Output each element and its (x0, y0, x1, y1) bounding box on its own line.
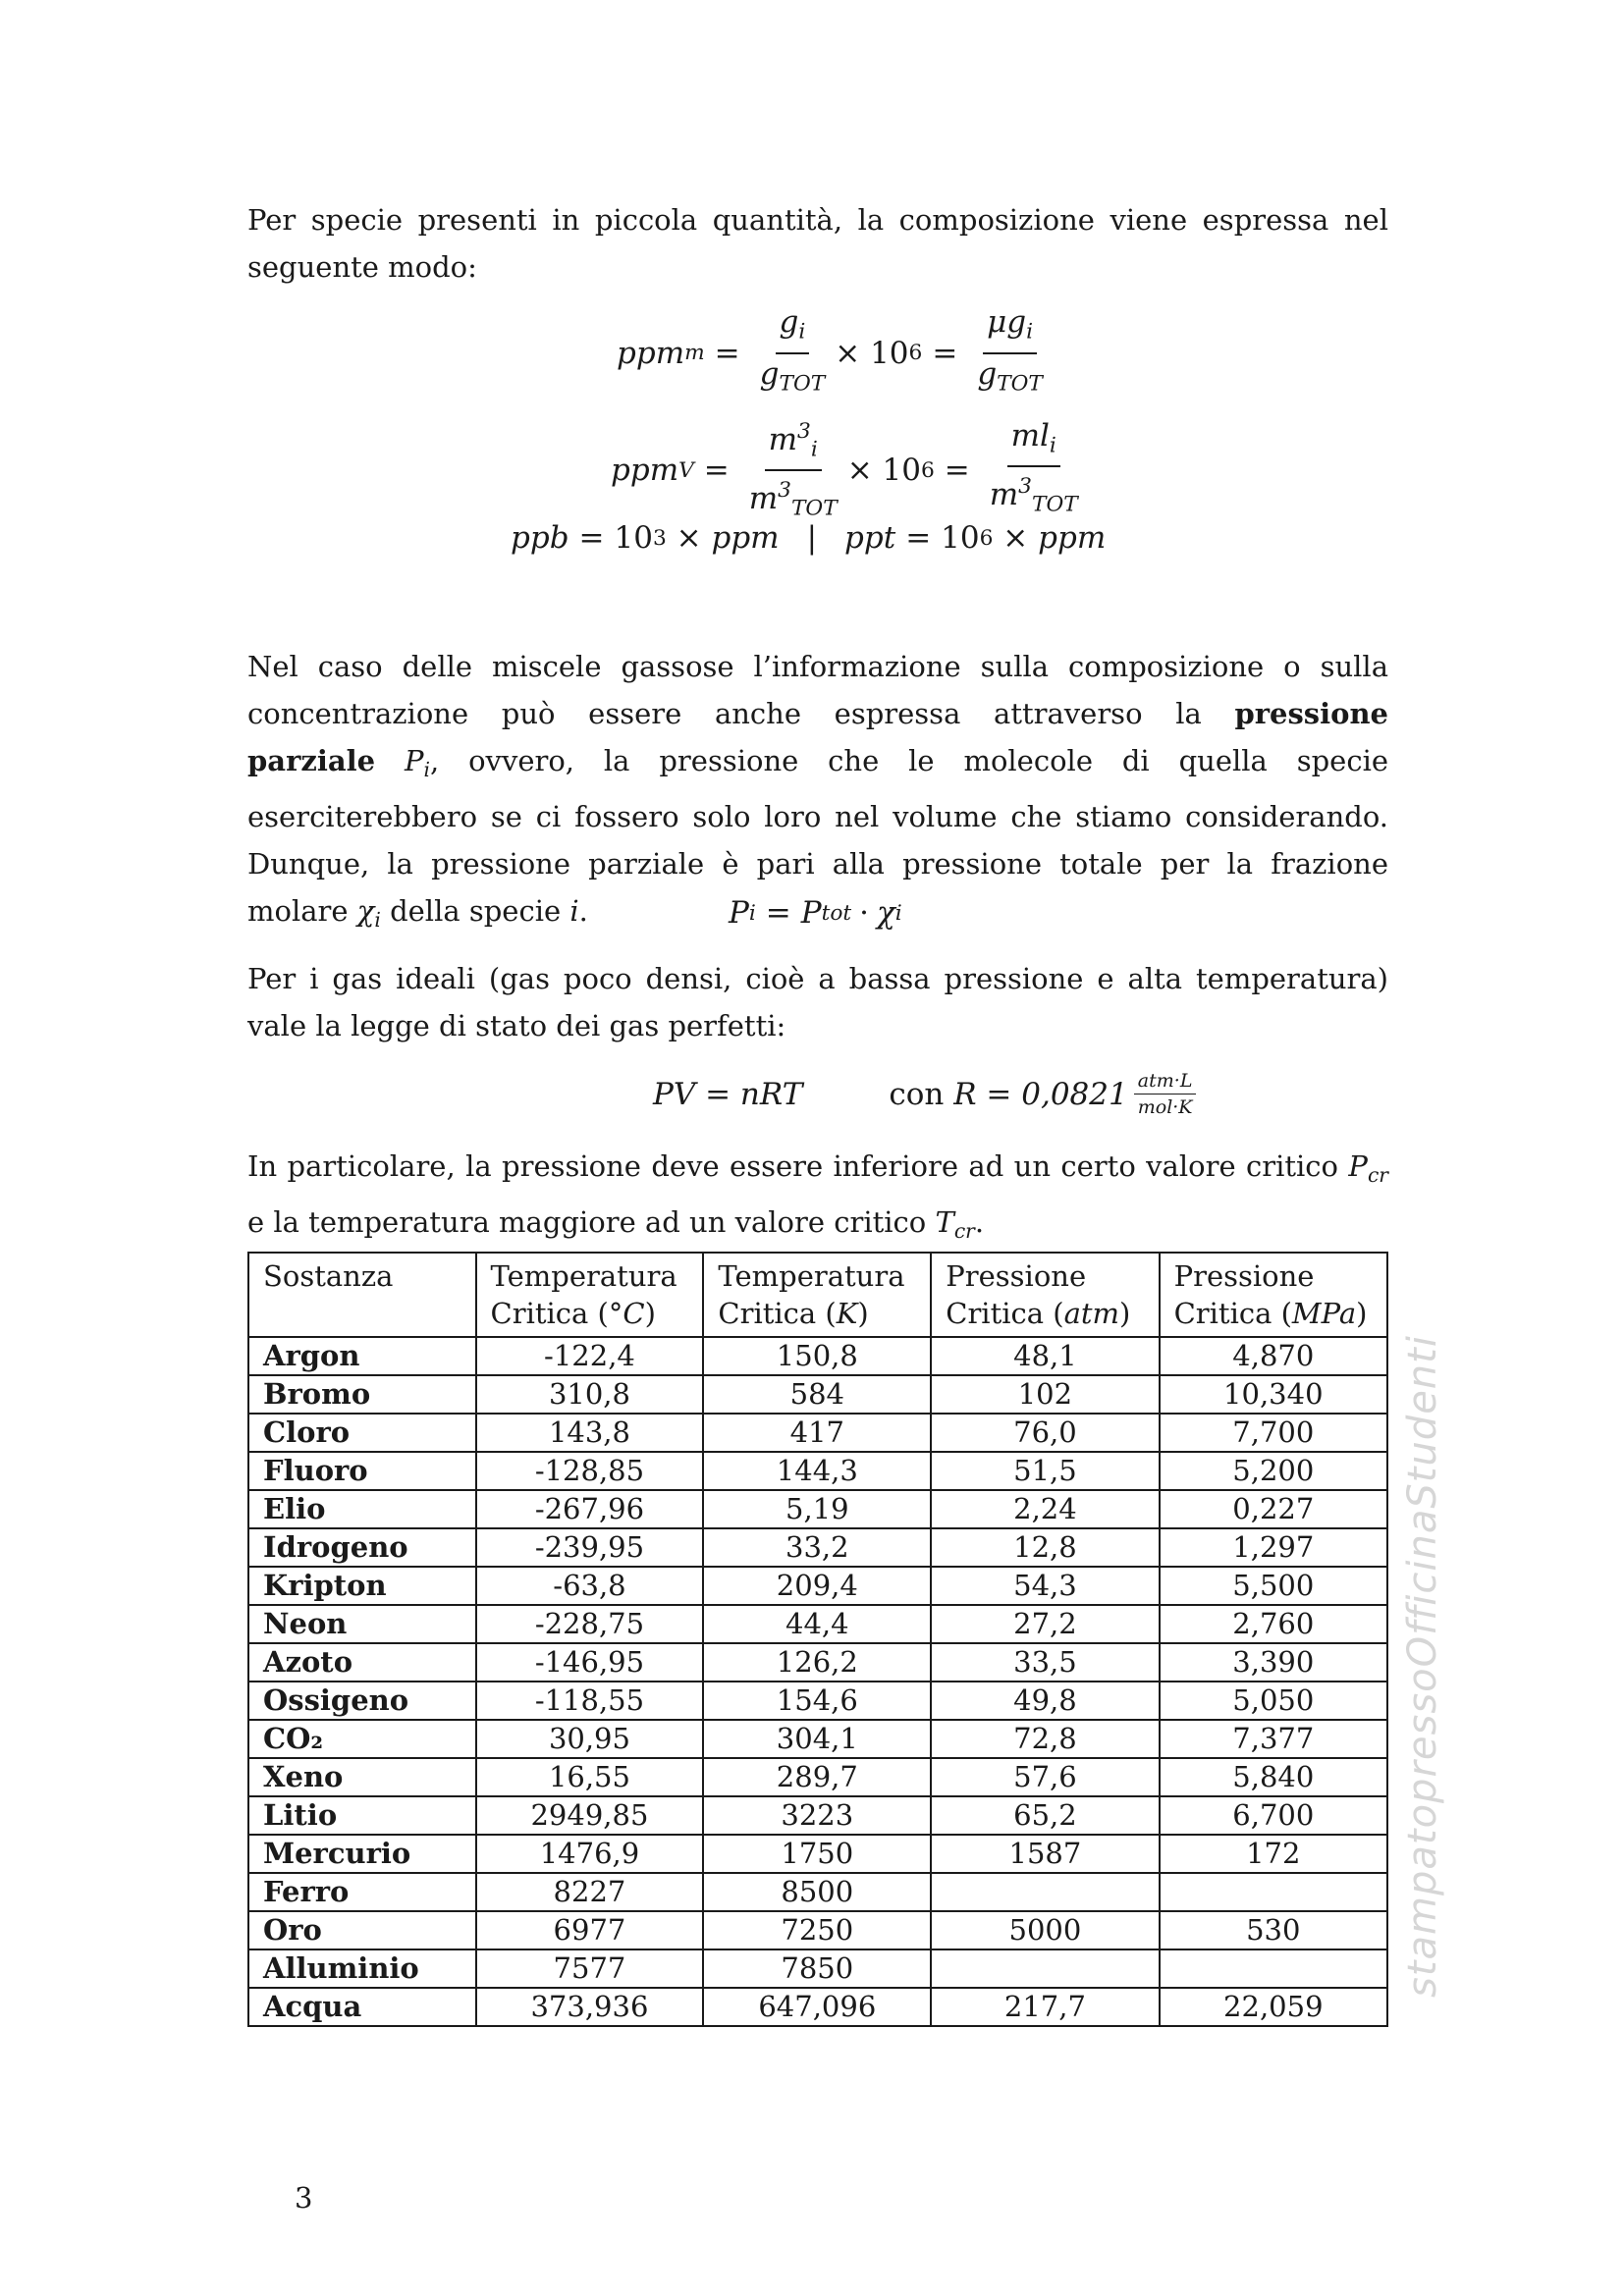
table-header-cell (1160, 1253, 1387, 1337)
header-close: ) (644, 1297, 656, 1330)
header-close: ) (857, 1297, 869, 1330)
header-line1: Temperatura (490, 1259, 677, 1293)
table-cell: -239,95 (476, 1528, 704, 1567)
eq-ppm-m-f2-num-sub: i (1026, 319, 1034, 345)
table-cell: 143,8 (476, 1414, 704, 1452)
table-body (248, 1337, 1387, 2026)
table-row (248, 1452, 1387, 1490)
eq-ppm-v-exp: 6 (920, 457, 935, 483)
eq-partial-chi: χ (877, 895, 895, 931)
table-cell: 16,55 (476, 1758, 704, 1796)
table-row (248, 1949, 1387, 1988)
para4-end: . (974, 1205, 985, 1240)
table-cell: 27,2 (931, 1605, 1159, 1643)
eq-ppm-v-fraction-2 (986, 418, 1082, 523)
page-number: 3 (295, 2181, 313, 2215)
table-row (248, 1567, 1387, 1605)
para4-p: P (1348, 1149, 1368, 1183)
eq-partial-chi-sub: i (894, 900, 902, 926)
table-cell: 48,1 (931, 1337, 1159, 1375)
table-row (248, 1605, 1387, 1643)
para2-bold-term: pressione parziale (247, 697, 1388, 777)
table-cell: 310,8 (476, 1375, 704, 1414)
header-line2: Critica ( (490, 1297, 609, 1330)
table-cell (1160, 1949, 1387, 1988)
table-cell: 3,390 (1160, 1643, 1387, 1682)
eq-ppm-v-f2-num: ml (1010, 417, 1050, 454)
eq-gas-units-den: mol·K (1137, 1096, 1193, 1118)
table-cell: -122,4 (476, 1337, 704, 1375)
eq-gas-units-num: atm·L (1134, 1070, 1197, 1095)
equation-ideal-gas (653, 1070, 1203, 1118)
table-cell: 144,3 (703, 1452, 931, 1490)
table-cell: 217,7 (931, 1988, 1159, 2026)
eq-ppm-m-f2-num: μg (987, 304, 1027, 340)
eq-ppm-v-f1-num-sup: 3 (797, 419, 811, 444)
table-cell: 4,870 (1160, 1337, 1387, 1375)
eq-ppm-m-times: × 10 (835, 335, 909, 371)
header-close: ) (1356, 1297, 1368, 1330)
header-line1: Pressione (946, 1259, 1087, 1293)
table-cell: 1750 (703, 1835, 931, 1873)
table-header-row (248, 1253, 1387, 1337)
para4-before: In particolare, la pressione deve essere inferiore ad un certo valore critico (247, 1149, 1349, 1183)
eq-ppm-m-f1-den-sub: TOT (779, 371, 826, 396)
eq-ppt-exp: 6 (979, 525, 994, 551)
eq-ppm-v-f1-den-sup: 3 (778, 478, 791, 504)
eq-ppm-m-lhs: ppm (617, 335, 685, 371)
substance-name-cell: Bromo (248, 1375, 476, 1414)
table-cell: 417 (703, 1414, 931, 1452)
eq-ppm-v-f2-den-sub: TOT (1031, 492, 1078, 517)
eq-ppm-v-f1-den: m (748, 481, 779, 517)
substance-name-cell: Acqua (248, 1988, 476, 2026)
eq-ppm-m-exp: 6 (908, 341, 923, 365)
table-header-cell (703, 1253, 931, 1337)
table-row (248, 1873, 1387, 1911)
table-cell: 172 (1160, 1835, 1387, 1873)
substance-name-cell: Argon (248, 1337, 476, 1375)
table-cell: 7,700 (1160, 1414, 1387, 1452)
table-cell: 7850 (703, 1949, 931, 1988)
table-row (248, 1796, 1387, 1835)
table-cell: -228,75 (476, 1605, 704, 1643)
eq-ppt-label: ppt (844, 520, 896, 556)
table-cell: 5,050 (1160, 1682, 1387, 1720)
substance-name-cell: CO₂ (248, 1720, 476, 1758)
eq-separator: | (806, 520, 818, 556)
header-line2: Critica ( (718, 1297, 837, 1330)
table-cell: 2,24 (931, 1490, 1159, 1528)
table-cell: 2949,85 (476, 1796, 704, 1835)
para2-i: i (569, 894, 579, 929)
eq-ppm-v-f1-num-sub: i (810, 437, 818, 462)
table-cell: 150,8 (703, 1337, 931, 1375)
table-cell: 209,4 (703, 1567, 931, 1605)
eq-ppm-m-lhs-sub: m (684, 341, 705, 365)
para2-chi-sub: i (374, 908, 381, 933)
table-header-cell (248, 1253, 476, 1337)
table-cell: 7577 (476, 1949, 704, 1988)
equation-partial-pressure (729, 895, 902, 931)
para2-chi: χ (356, 894, 375, 929)
table-cell: 1,297 (1160, 1528, 1387, 1567)
table-cell: 51,5 (931, 1452, 1159, 1490)
table-cell: 8500 (703, 1873, 931, 1911)
substance-name-cell: Cloro (248, 1414, 476, 1452)
table-header-cell (931, 1253, 1159, 1337)
eq-ppm-m-f2-den: g (977, 355, 998, 392)
watermark-text: stampatopressoOfficinaStudenti (1400, 1335, 1445, 1998)
table-cell: 22,059 (1160, 1988, 1387, 2026)
header-unit: MPa (1291, 1297, 1357, 1330)
para4-p-sub: cr (1367, 1163, 1388, 1188)
critical-values-paragraph (247, 1143, 1388, 1255)
ideal-gas-paragraph (247, 955, 1388, 1049)
table-cell: 2,760 (1160, 1605, 1387, 1643)
eq-gas-units-fraction (1134, 1070, 1197, 1118)
header-unit: atm (1063, 1297, 1120, 1330)
table-cell (1160, 1873, 1387, 1911)
substance-name-cell: Ossigeno (248, 1682, 476, 1720)
eq-ppt-ten: 10 (941, 520, 980, 556)
table-cell: 5,200 (1160, 1452, 1387, 1490)
table-cell: 6977 (476, 1911, 704, 1949)
table-cell: 530 (1160, 1911, 1387, 1949)
eq-ppm-v-fraction-1 (745, 414, 841, 527)
table-cell: 33,2 (703, 1528, 931, 1567)
table-cell: 126,2 (703, 1643, 931, 1682)
header-line2: Critica ( (1173, 1297, 1292, 1330)
eq-ppm-m-f1-num: g (779, 304, 799, 340)
table-row (248, 1911, 1387, 1949)
intro-text: Per specie presenti in piccola quantità, la composizione viene espressa nel seguente modo: (247, 203, 1388, 284)
table-row (248, 1720, 1387, 1758)
table-row (248, 1414, 1387, 1452)
eq-ppb-label: ppb (511, 520, 569, 556)
header-line1: Temperatura (718, 1259, 905, 1293)
substance-name-cell: Xeno (248, 1758, 476, 1796)
eq-gas-lhs: PV = nRT (653, 1076, 803, 1112)
para3-text: Per i gas ideali (gas poco densi, cioè a bassa pressione e alta temperatura) vale la legge di stato dei gas perfetti: (247, 962, 1388, 1042)
equation-ppm-mass: ppm m = $\frac{g_i}{g_{TOT}}$ × 10 6 = $\frac{\mu g_i}{g_{TOT}}$ (617, 304, 1053, 401)
table-cell: 0,227 (1160, 1490, 1387, 1528)
eq-ppt-equals: = (905, 520, 932, 556)
table-cell: 54,3 (931, 1567, 1159, 1605)
eq-ppm-v-f1-num: m (768, 421, 798, 457)
substance-name-cell: Ferro (248, 1873, 476, 1911)
table-cell: -118,55 (476, 1682, 704, 1720)
eq-ppm-m-f1-den: g (759, 355, 780, 392)
header-unit: °C (608, 1297, 645, 1330)
eq-ppm-v-f1-den-sub: TOT (790, 496, 838, 521)
table-cell: 647,096 (703, 1988, 931, 2026)
table-cell: 57,6 (931, 1758, 1159, 1796)
eq-ppm-v-f2-den-sup: 3 (1018, 474, 1032, 500)
eq-partial-p-sub: tot (821, 900, 852, 926)
table-cell: 102 (931, 1375, 1159, 1414)
header-unit: K (836, 1297, 858, 1330)
eq-ppm-v-times: × 10 (846, 453, 921, 489)
table-cell (931, 1873, 1159, 1911)
para4-t: T (935, 1205, 954, 1240)
substance-name-cell: Neon (248, 1605, 476, 1643)
substance-name-cell: Mercurio (248, 1835, 476, 1873)
substance-name-cell: Litio (248, 1796, 476, 1835)
eq-ppm-m-f2-den-sub: TOT (997, 371, 1043, 396)
substance-name-cell: Elio (248, 1490, 476, 1528)
header-line2: Critica ( (946, 1297, 1064, 1330)
header-close: ) (1119, 1297, 1131, 1330)
substance-name-cell: Alluminio (248, 1949, 476, 1988)
table-row (248, 1643, 1387, 1682)
table-cell: 10,340 (1160, 1375, 1387, 1414)
table-cell (931, 1949, 1159, 1988)
equation-ppb-ppt (511, 520, 1106, 556)
table-cell: 7,377 (1160, 1720, 1387, 1758)
para2-end: . (578, 894, 588, 929)
table-row (248, 1337, 1387, 1375)
table-cell: 5,500 (1160, 1567, 1387, 1605)
watermark (1400, 1193, 1445, 1998)
table-cell: 44,4 (703, 1605, 931, 1643)
eq-ppt-rest: × ppm (1002, 520, 1107, 556)
table-row (248, 1490, 1387, 1528)
para4-mid: e la temperatura maggiore ad un valore critico (247, 1205, 936, 1240)
table-row (248, 1988, 1387, 2026)
table-cell: -63,8 (476, 1567, 704, 1605)
intro-paragraph (247, 196, 1388, 291)
table-cell: 33,5 (931, 1643, 1159, 1682)
table-cell: 5000 (931, 1911, 1159, 1949)
eq-ppm-v-f2-den: m (989, 477, 1019, 513)
table-cell: -128,85 (476, 1452, 704, 1490)
table-cell: 5,840 (1160, 1758, 1387, 1796)
para2-after2: della specie (380, 894, 570, 929)
eq-ppb-ten: 10 (614, 520, 653, 556)
header-line1: Pressione (1173, 1259, 1315, 1293)
eq-partial-equals: = (765, 895, 791, 931)
table-cell: 1587 (931, 1835, 1159, 1873)
eq-ppm-m-fraction-1 (756, 304, 830, 401)
para4-t-sub: cr (953, 1219, 975, 1244)
para2-symbol-sub: i (423, 758, 430, 782)
substance-name-cell: Fluoro (248, 1452, 476, 1490)
table-cell: -146,95 (476, 1643, 704, 1682)
table-cell: 8227 (476, 1873, 704, 1911)
table-header-cell (476, 1253, 704, 1337)
table-cell: 7250 (703, 1911, 931, 1949)
table-cell: 1476,9 (476, 1835, 704, 1873)
eq-partial-p: P (800, 895, 822, 931)
eq-ppb-rest: × ppm (676, 520, 780, 556)
substance-name-cell: Oro (248, 1911, 476, 1949)
eq-ppm-v-lhs: ppm (611, 453, 679, 489)
eq-partial-lhs: P (729, 895, 749, 931)
para2-before: Nel caso delle miscele gassose l’informazione sulla composizione o sulla concentrazione può essere anche espressa attraverso la (247, 650, 1388, 730)
eq-ppm-m-f1-num-sub: i (798, 319, 806, 345)
table-cell: 76,0 (931, 1414, 1159, 1452)
eq-gas-con: con (889, 1076, 945, 1112)
eq-partial-dot: · (859, 895, 869, 931)
table-cell: 65,2 (931, 1796, 1159, 1835)
para2-symbol: P (404, 744, 424, 777)
table-cell: 12,8 (931, 1528, 1159, 1567)
substance-name-cell: Azoto (248, 1643, 476, 1682)
substance-name-cell: Idrogeno (248, 1528, 476, 1567)
eq-ppb-exp: 3 (652, 525, 667, 551)
table-cell: 289,7 (703, 1758, 931, 1796)
eq-ppb-equals: = (578, 520, 605, 556)
table-cell: 49,8 (931, 1682, 1159, 1720)
critical-values-table (247, 1252, 1388, 2027)
table-cell: 373,936 (476, 1988, 704, 2026)
eq-ppm-v-lhs-sub: V (678, 457, 694, 483)
table-row (248, 1682, 1387, 1720)
table-cell: 6,700 (1160, 1796, 1387, 1835)
eq-ppm-v-f2-num-sub: i (1049, 433, 1056, 458)
para2-after1: , ovvero, la pressione che le molecole di quella specie eserciterebbero se ci fossero solo loro nel volume che stiamo considerando. Dunque, la pressione parziale è pari alla pressione totale per la frazione molare (247, 744, 1388, 929)
eq-gas-r: R = 0,0821 (953, 1076, 1128, 1112)
table-cell: 584 (703, 1375, 931, 1414)
eq-partial-lhs-sub: i (748, 900, 756, 926)
header-label: Sostanza (263, 1259, 394, 1293)
table-row (248, 1375, 1387, 1414)
table-row (248, 1528, 1387, 1567)
table-cell: 72,8 (931, 1720, 1159, 1758)
eq-ppm-m-fraction-2 (973, 304, 1047, 401)
table-row (248, 1835, 1387, 1873)
table-row (248, 1758, 1387, 1796)
table-cell: 5,19 (703, 1490, 931, 1528)
table-cell: 3223 (703, 1796, 931, 1835)
table-cell: 30,95 (476, 1720, 704, 1758)
table-cell: -267,96 (476, 1490, 704, 1528)
table-cell: 304,1 (703, 1720, 931, 1758)
equation-ppm-volume: ppm V = $\frac{m^3_i}{m^3_{TOT}}$ × 10 6 = $\frac{ml_i}{m^3_{TOT}}$ (611, 414, 1088, 527)
table-cell: 154,6 (703, 1682, 931, 1720)
substance-name-cell: Kripton (248, 1567, 476, 1605)
